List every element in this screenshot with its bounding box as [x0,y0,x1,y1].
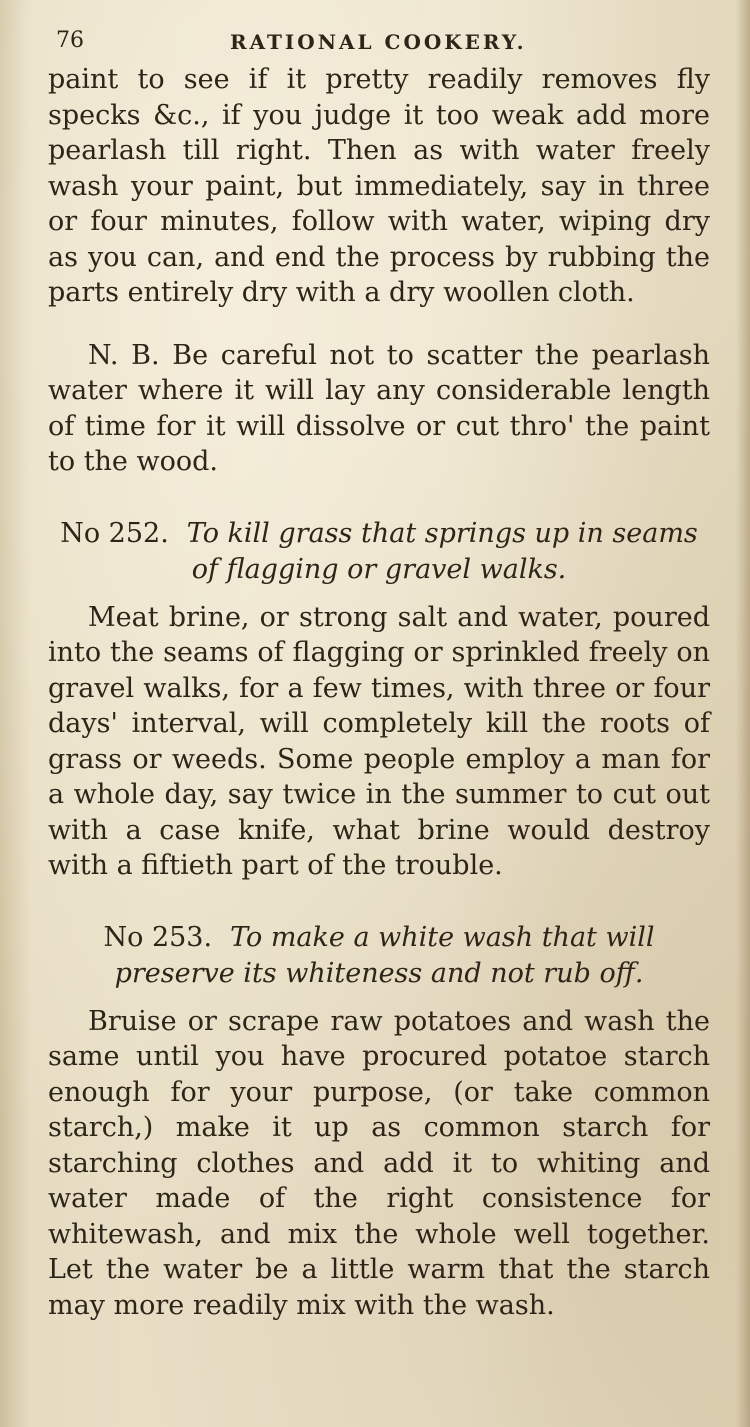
recipe-body: Bruise or scrape raw potatoes and wash the same until you have procured potatoe starch enough for your purpose, (or take common starch,) make it up as common starch for starching clothes and add it to whiting and water made of the right consistence for whitewash, and mix the whole well together. Let the water be a little warm that the starch may more readily mix with the wash. [48,1005,710,1321]
running-head [48,28,710,62]
nota-bene-paragraph: N. B. Be careful not to scatter the pearlash water where it will lay any considerable length of time for it will dissolve or cut thro' the paint to the wood. [48,339,710,477]
recipe-heading [48,516,710,588]
recipe-body: Meat brine, or strong salt and water, poured into the seams of flagging or sprinkled freely on gravel walks, for a few times, with three or four days' interval, will completely kill the roots of grass or weeds. Some people employ a man for a whole day, say twice in the summer to cut out with a case knife, what brine would destroy with a fiftieth part of the trouble. [48,601,710,881]
recipe-title: To kill grass that springs up in seams of flagging or gravel walks. [186,517,698,585]
recipe-number: No 252. [60,517,169,549]
running-title: RATIONAL COOKERY. [230,30,527,54]
continued-paragraph: paint to see if it pretty readily removes fly specks &c., if you judge it too weak add more pearlash till right. Then as with water freely wash your paint, but immediately, say in three or four minutes, follow with water, wiping dry as you can, and end the process by rubbing the parts entirely dry with a dry woollen cloth. [48,64,710,308]
page-number: 76 [56,28,84,53]
recipe-title: To make a white wash that will preserve its whiteness and not rub off. [114,921,655,989]
recipe-heading [48,920,710,992]
recipe-number: No 253. [103,921,213,953]
recipe-253 [48,920,710,1324]
recipe-252 [48,516,710,884]
